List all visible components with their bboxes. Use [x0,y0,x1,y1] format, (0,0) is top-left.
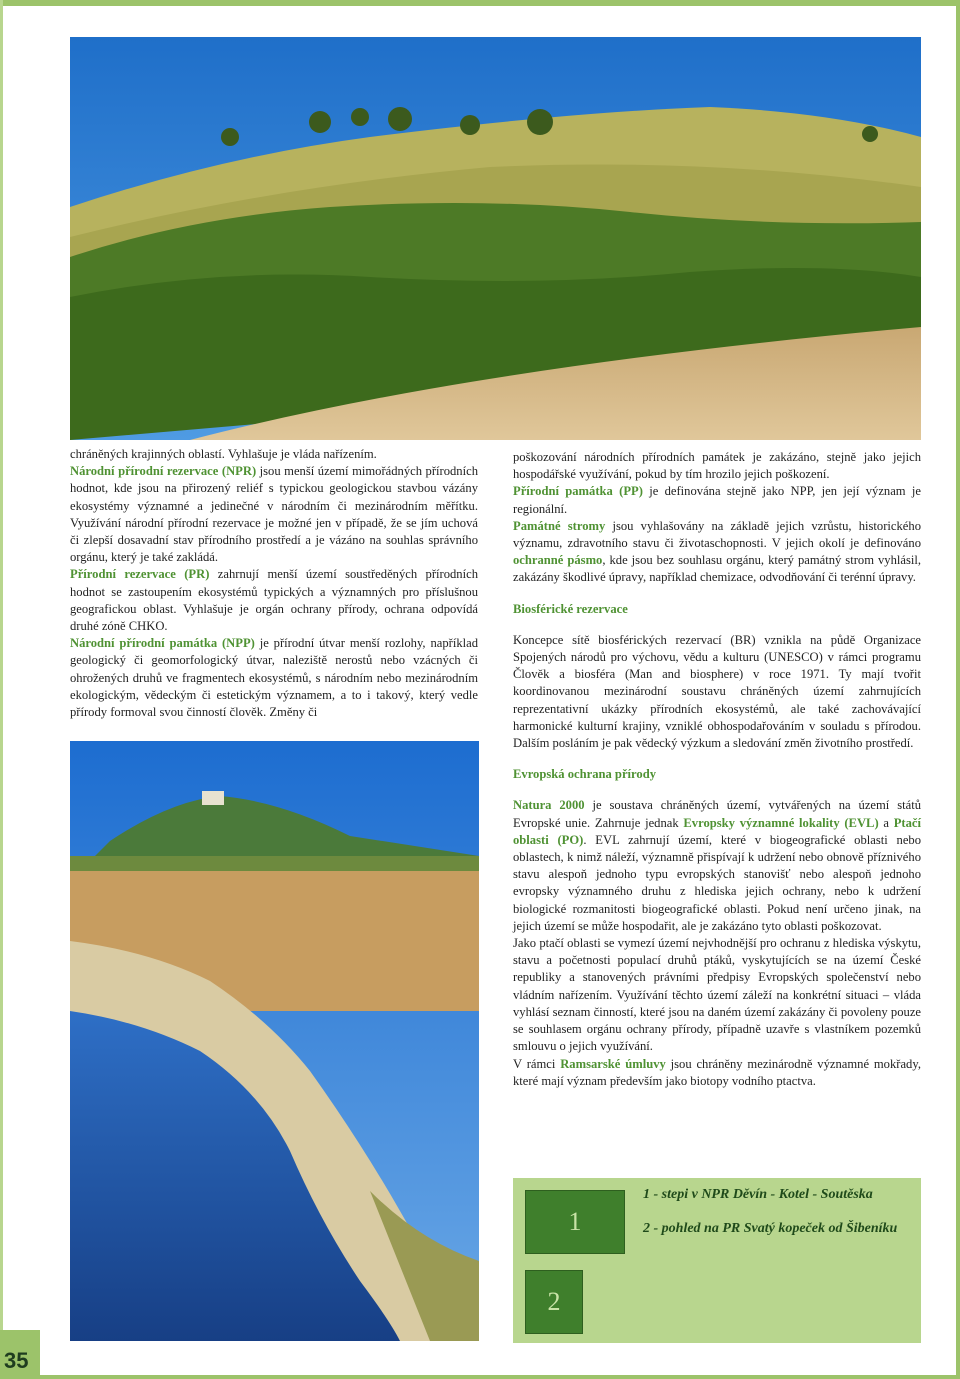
heading-evropska-ochrana: Evropská ochrana přírody [513,767,656,782]
paragraph-chko: chráněných krajinných oblastí. Vyhlašuje je vláda nařízením. [70,447,377,461]
paragraph-pamatne-stromy: Památné stromy jsou vyhlašovány na základě jejich vzrůstu, historického významu, zdravotního stavu či životaschopnosti. V jejich okolí je definováno ochranné pásmo, kde jsou bez souhlasu orgánu, který památný strom vyhlásil, zakázány škodlivé úpravy, například chemizace, odvodňování či terénní úpravy. [513,518,922,585]
caption-number-2: 2 [525,1270,583,1334]
term-natura: Natura 2000 [513,798,585,813]
page-border-bottom [0,1375,960,1379]
photo-svaty-kopecek [70,741,479,1341]
paragraph-pr: Přírodní rezervace (PR) zahrnují menší území soustředěných přírodních hodnot se zastoupením ekosystémů typických a významných pro příslušnou geografickou oblast. Vyhlašuje je orgán ochrany přírody, ochrana odpovídá druhé zóně CHKO. [70,567,478,634]
paragraph-ptaci-oblasti: Jako ptačí oblasti se vymezí území nejvhodnější pro ochranu z hlediska výskytu, stavu a početnosti populací druhů ptáků, vyskytujících se na území České republiky a stanovených právními předpisy Evropských společenství nebo vládním nařízením. Využívání těchto území záleží na konkrétní situaci – vláda vyhlásí seznam činností, které jsou na daném území zakázány či povoleny pouze se souhlasem orgánu ochrany přírody, případně uzavře s vlastníkem pozemků smlouvu o jejich využívání. [513,936,921,1054]
term-pamatne-stromy: Památné stromy [513,518,606,533]
paragraph-biosfericke: Koncepce sítě biosférických rezervací (BR) vznikla na půdě Organizace Spojených národů pro výchovu, vědu a kulturu (UNESCO) v rámci programu Člověk a biosféra (Man and biosphere) v roce 1971. Ty mají tvořit koordinovanou mezinárodní soustavu chráněných území zahrnujících reprezentativní ukázky přírodních ekosystémů, ale také zachovávající harmonické kulturní krajiny, vzniklé obhospodařováním v souladu s přírodou. Dalším posláním je pak vědecký výzkum a sledování změn životního prostředí. [513,632,921,751]
photo-steppe-hill [70,37,921,440]
caption-text-1: 1 - stepi v NPR Děvín - Kotel - Soutěska [643,1187,873,1202]
right-text-column [513,449,921,1090]
term-evl: Evropsky významné lokality (EVL) [683,815,879,830]
page-border-right [956,0,960,1379]
term-npr: Národní přírodní rezervace (NPR) [70,464,257,479]
paragraph-npr: Národní přírodní rezervace (NPR) jsou menší území mimořádných přírodních hodnot, kde jsou na přirozený reliéf s typickou geologickou stavbou vázány ekosystémy významné a jedinečné v národním či mezinárodním měřítku. Využívání národní přírodní rezervace je možné jen v případě, že se jím uchová či zlepší dosavadní stav přírodního prostředí a je vázáno na souhlas správního orgánu, který je také zakládá. [70,464,478,565]
term-npp: Národní přírodní památka (NPP) [70,636,255,651]
term-pp: Přírodní památka (PP) [513,484,643,499]
paragraph-pp: Přírodní památka (PP) je definována stejně jako NPP, jen její význam je regionální. [513,484,921,516]
left-text-column [70,446,478,721]
page-number: 35 [4,1348,29,1373]
term-pr: Přírodní rezervace (PR) [70,567,210,582]
term-ochranne-pasmo: ochranné pásmo [513,553,603,568]
term-po: Ptačí oblasti (PO) [513,815,921,847]
paragraph-ramsar: V rámci Ramsarské úmluvy jsou chráněny mezinárodně významné mokřady, které mají význam především jako biotopy vodního ptactva. [513,1056,921,1088]
paragraph-natura: Natura 2000 je soustava chráněných území, vytvářených na území států Evropské unie. Zahrnuje jednak Evropsky významné lokality (EVL) a Ptačí oblasti (PO). EVL zahrnují území, které v biogeografické oblasti nebo oblastech, k nimž náleží, významně přispívají k udržení nebo obnově příznivého stavu alespoň jednoho typu evropských stanovišť nebo alespoň jednoho evropsky významného druhu z hlediska jejich ochrany, nebo k udržení biologické rozmanitosti biogeografické oblasti. Pokud není určeno jinak, na jejich území se může hospodařit, ale je zakázáno tyto oblasti poškozovat. [513,798,921,933]
page-border-left [0,0,3,1379]
caption-number-1: 1 [525,1190,625,1254]
caption-box [513,1178,921,1343]
paragraph-npp: Národní přírodní památka (NPP) je přírodní útvar menší rozlohy, například geologický či geomorfologický útvar, naleziště nerostů nebo vzácných či ohrožených druhů ve fragmentech ekosystémů, s národním nebo mezinárodním ekologickým, vědeckým či estetickým významem, a to i takový, který vedle přírody formoval svou činností člověk. Změny či [70,636,478,720]
heading-biosfericke-rezervace: Biosférické rezervace [513,601,628,616]
caption-text-2: 2 - pohled na PR Svatý kopeček od Šibeníku [643,1221,898,1236]
paragraph-npp-cont: poškozování národních přírodních památek je zakázáno, stejně jako jejich hospodářské využívání, pokud by tím hrozilo jejich poškození. [513,450,921,482]
term-ramsar: Ramsarské úmluvy [560,1056,666,1071]
page-border-top [0,0,960,6]
